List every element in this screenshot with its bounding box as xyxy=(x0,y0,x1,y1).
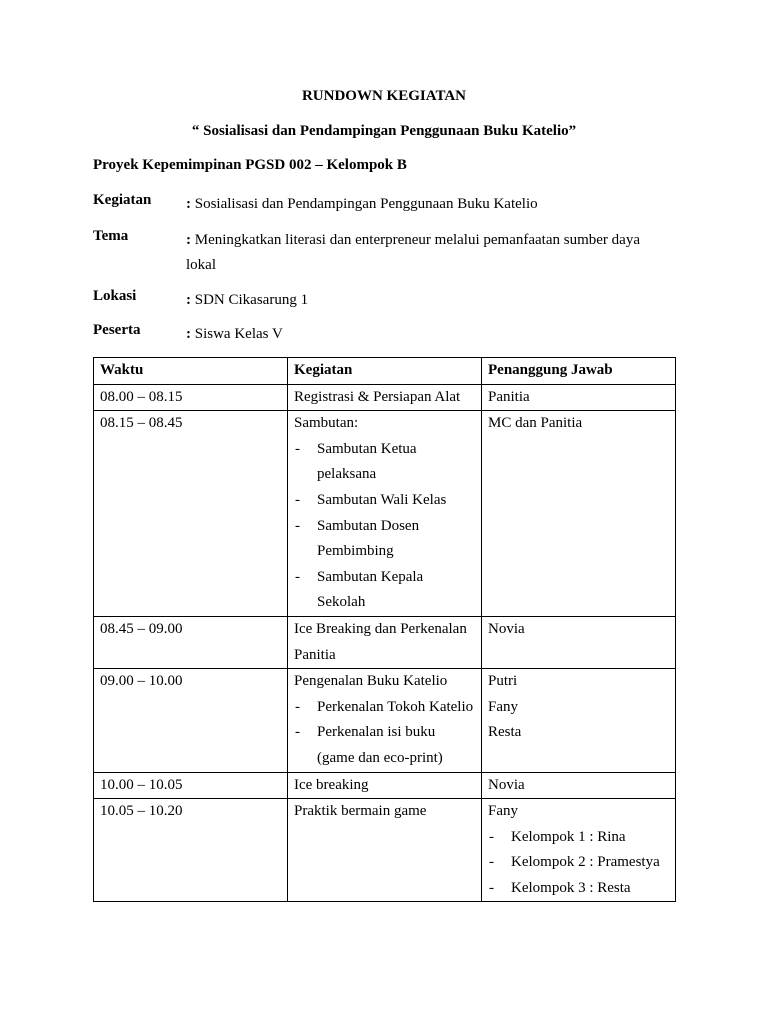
cell-pic xyxy=(482,669,676,772)
table-row xyxy=(94,772,676,799)
cell-pic xyxy=(482,799,676,902)
list-item: - Perkenalan isi buku (game dan eco-print) xyxy=(294,720,475,771)
document-subtitle: “ Sosialisasi dan Pendampingan Penggunaan Buku Katelio” xyxy=(191,123,577,139)
meta-value: : Meningkatkan literasi dan enterpreneur melalui pemanfaatan sumber daya lokal xyxy=(186,232,640,273)
activity-list xyxy=(294,695,475,772)
table-row xyxy=(94,799,676,902)
activity-list xyxy=(294,437,475,616)
cell-pic: Novia xyxy=(482,772,676,799)
meta-label: Peserta xyxy=(93,322,141,338)
list-item: - Sambutan Kepala Sekolah xyxy=(294,565,475,616)
pic-line: Fany xyxy=(488,698,518,715)
pic-list xyxy=(488,825,669,902)
list-item: - Sambutan Wali Kelas xyxy=(294,488,475,514)
cell-pic: Novia xyxy=(482,616,676,668)
meta-label: Kegiatan xyxy=(93,192,152,208)
cell-pic: Panitia xyxy=(482,384,676,411)
meta-value: : Sosialisasi dan Pendampingan Penggunaan Buku Katelio xyxy=(186,196,538,212)
cell-time: 08.45 – 09.00 xyxy=(94,616,288,668)
list-item: - Perkenalan Tokoh Katelio xyxy=(294,695,475,721)
list-item: - Kelompok 3 : Resta xyxy=(488,876,669,902)
activity-heading: Sambutan: xyxy=(294,415,359,432)
cell-activity: Praktik bermain game xyxy=(288,799,482,902)
list-item: - Sambutan Dosen Pembimbing xyxy=(294,514,475,565)
project-heading: Proyek Kepemimpinan PGSD 002 – Kelompok B xyxy=(93,157,407,173)
cell-activity: Ice Breaking dan Perkenalan Panitia xyxy=(288,616,482,668)
meta-label: Lokasi xyxy=(93,288,137,304)
document-title: RUNDOWN KEGIATAN xyxy=(301,88,467,104)
table-row xyxy=(94,669,676,772)
list-item: - Kelompok 2 : Pramestya xyxy=(488,850,669,876)
list-item: - Kelompok 1 : Rina xyxy=(488,825,669,851)
table-row xyxy=(94,411,676,617)
header-waktu: Waktu xyxy=(94,358,288,385)
cell-activity xyxy=(288,669,482,772)
activity-heading: Pengenalan Buku Katelio xyxy=(294,673,448,690)
cell-time: 08.15 – 08.45 xyxy=(94,411,288,617)
cell-activity xyxy=(288,411,482,617)
pic-line: Resta xyxy=(488,724,522,741)
cell-activity: Registrasi & Persiapan Alat xyxy=(288,384,482,411)
cell-time: 09.00 – 10.00 xyxy=(94,669,288,772)
table-row xyxy=(94,384,676,411)
cell-time: 10.00 – 10.05 xyxy=(94,772,288,799)
meta-label: Tema xyxy=(93,228,129,244)
meta-value: : SDN Cikasarung 1 xyxy=(186,292,309,308)
table-row xyxy=(94,616,676,668)
cell-activity: Ice breaking xyxy=(288,772,482,799)
meta-value: : Siswa Kelas V xyxy=(186,326,283,342)
table-header-row xyxy=(94,358,676,385)
pic-line: Putri xyxy=(488,673,518,690)
cell-time: 08.00 – 08.15 xyxy=(94,384,288,411)
header-kegiatan: Kegiatan xyxy=(288,358,482,385)
pic-heading: Fany xyxy=(488,803,518,820)
header-penanggung-jawab: Penanggung Jawab xyxy=(482,358,676,385)
cell-pic: MC dan Panitia xyxy=(482,411,676,617)
schedule-table xyxy=(93,357,676,902)
list-item: - Sambutan Ketua pelaksana xyxy=(294,437,475,488)
cell-time: 10.05 – 10.20 xyxy=(94,799,288,902)
